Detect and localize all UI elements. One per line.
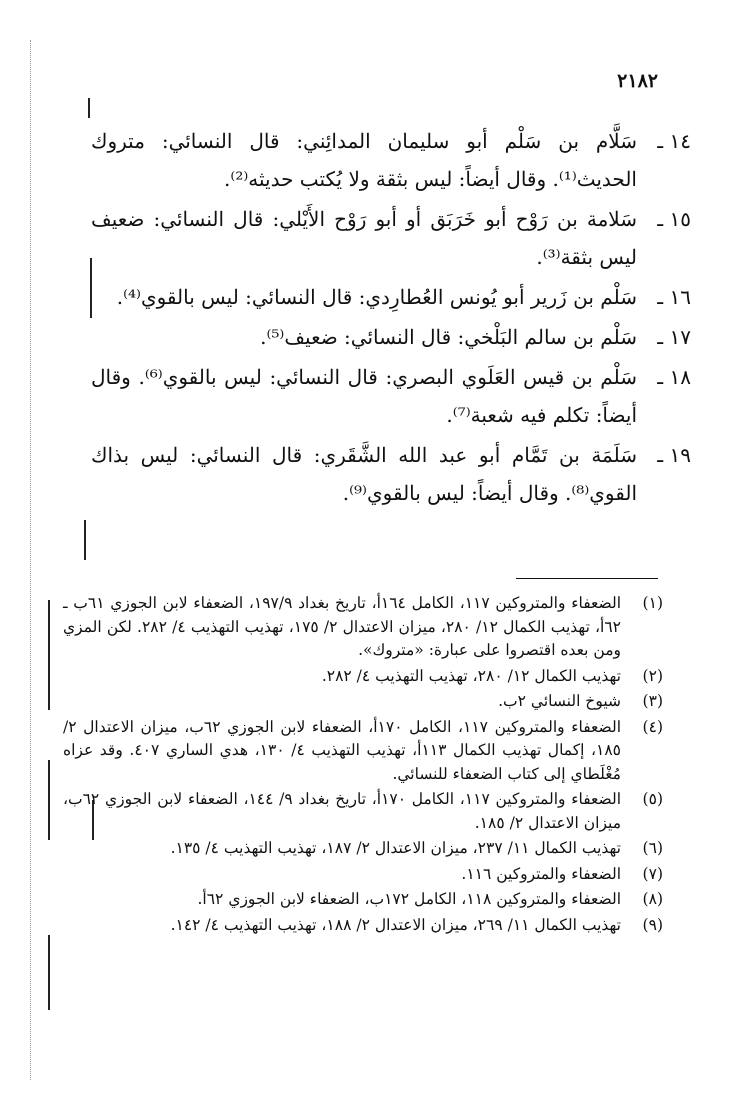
footnote-number: (٦) <box>642 839 663 857</box>
entry-number: ١٨ ـ <box>657 365 691 389</box>
scan-mark <box>88 98 90 118</box>
footnote-number: (٩) <box>642 915 663 934</box>
footnote-text: شيوخ النسائي ٢ب. <box>498 692 621 710</box>
entry-number: ١٧ ـ <box>657 325 691 349</box>
footnote-text: الضعفاء والمتروكين ١١٦. <box>461 864 621 883</box>
footnote-number: (٢) <box>642 666 663 685</box>
entry-number: ١٩ ـ <box>657 443 691 467</box>
entry-text: سَلْم بن سالم البَلْخي: قال النسائي: ضعيف⁽⁵⁾. <box>260 325 637 349</box>
narrator-entry <box>91 318 691 356</box>
entry-text: سَلْم بن زَرير أبو يُونس العُطارِدي: قال النسائي: ليس بالقوي⁽⁴⁾. <box>116 285 637 309</box>
narrator-entry <box>91 278 691 316</box>
footnote-number: (٤) <box>642 717 663 736</box>
narrator-entry <box>91 436 691 512</box>
footnote-number: (٧) <box>642 864 663 883</box>
footnote <box>63 665 663 689</box>
entry-text: سَلَّام بن سَلْم أبو سليمان المدائِني: قال النسائي: متروك الحديث⁽¹⁾. وقال أيضاً: ليس بثقة ولا يُكتب حديثه⁽²⁾. <box>91 129 637 191</box>
scan-mark <box>48 760 50 840</box>
page-number: ٢١٨٢ <box>617 70 658 92</box>
footnote <box>63 716 663 787</box>
footnote-text: الضعفاء والمتروكين ١١٨، الكامل ١٧٢ب، الضعفاء لابن الجوزي ٦٢أ. <box>197 890 621 908</box>
footnote-text: تهذيب الكمال ١١/ ٢٦٩، ميزان الاعتدال ٢/ ١٨٨، تهذيب التهذيب ٤/ ١٤٢. <box>170 915 621 934</box>
scan-mark <box>48 600 50 710</box>
footnotes <box>63 592 663 939</box>
entry-number: ١٦ ـ <box>657 285 691 309</box>
footnote-text: الضعفاء والمتروكين ١١٧، الكامل ١٧٠أ، تاريخ بغداد ٩/ ١٤٤، الضعفاء لابن الجوزي ٦٢ب، ميزان الاعتدال ٢/ ١٨٥. <box>63 790 622 832</box>
entry-text: سَلَمَة بن تَمَّام أبو عبد الله الشَّقَري: قال النسائي: ليس بذاك القوي⁽⁸⁾. وقال أيضاً: ليس بالقوي⁽⁹⁾. <box>91 443 637 505</box>
scan-mark <box>84 520 86 560</box>
narrator-entry <box>91 122 691 198</box>
entry-number: ١٤ ـ <box>657 129 691 153</box>
footnote <box>63 888 663 912</box>
footnote <box>63 592 663 663</box>
footnote-text: تهذيب الكمال ١١/ ٢٣٧، ميزان الاعتدال ٢/ ١٨٧، تهذيب التهذيب ٤/ ١٣٥. <box>170 839 621 857</box>
scan-edge-dots <box>30 40 31 1080</box>
narrator-entry <box>91 358 691 434</box>
footnote <box>63 863 663 887</box>
footnote-number: (٨) <box>642 890 663 908</box>
footnote-text: تهذيب الكمال ١٢/ ٢٨٠، تهذيب التهذيب ٤/ ٢٨٢. <box>321 666 621 685</box>
footnote-number: (١) <box>642 594 663 612</box>
footnote <box>63 690 663 714</box>
narrator-entry <box>91 200 691 276</box>
footnote <box>63 788 663 835</box>
footnote-text: الضعفاء والمتروكين ١١٧، الكامل ١٦٤أ، تاريخ بغداد ١٩٧/٩، الضعفاء لابن الجوزي ٦١ب ـ ٦٢أ، تهذيب الكمال ١٢/ ٢٨٠، ميزان الاعتدال ٢/ ١٧٥، تهذيب التهذيب ٤/ ٢٨٢. لكن المزي ومن بعده اقتصروا على عبارة: «متروك». <box>63 594 621 659</box>
footnote <box>63 837 663 861</box>
footnote-number: (٥) <box>642 790 663 808</box>
footnote-divider <box>516 578 658 579</box>
footnote-text: الضعفاء والمتروكين ١١٧، الكامل ١٧٠أ، الضعفاء لابن الجوزي ٦٢ب، ميزان الاعتدال ٢/ ١٨٥، إكمال تهذيب الكمال ١١٣أ، تهذيب التهذيب ٤/ ١٣٠، هدي الساري ٤٠٧. وقد عزاه مُغْلَطاي إلى كتاب الضعفاء للنسائي. <box>63 717 622 783</box>
entry-text: سَلامة بن رَوْح أبو خَرَبَق أو أبو رَوْح الأَيْلي: قال النسائي: ضعيف ليس بثقة⁽³⁾. <box>91 207 637 269</box>
footnote-number: (٣) <box>642 692 663 710</box>
scan-mark <box>48 935 50 1010</box>
entry-text: سَلْم بن قيس العَلَوي البصري: قال النسائي: ليس بالقوي⁽⁶⁾. وقال أيضاً: تكلم فيه شعبة⁽⁷⁾. <box>91 365 637 427</box>
narrator-entries <box>91 122 691 514</box>
footnote <box>63 914 663 938</box>
entry-number: ١٥ ـ <box>657 207 691 231</box>
